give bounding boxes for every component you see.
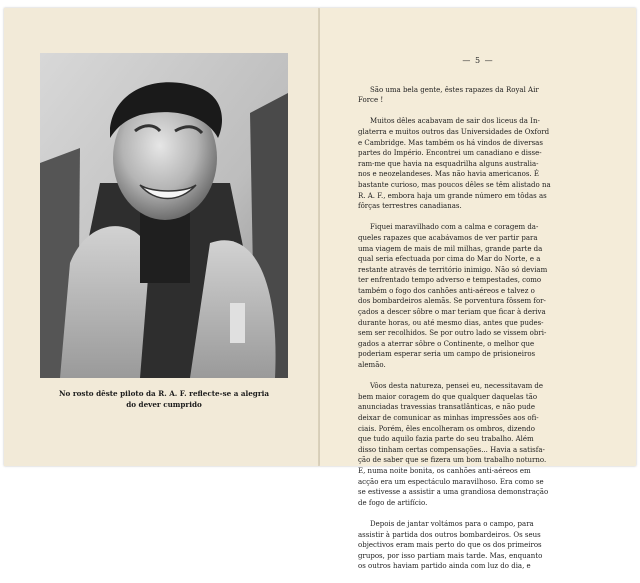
right-page [320, 8, 636, 571]
pilot-photo-image [40, 53, 288, 378]
paragraph: Fiquei maravilhado com a calma e coragem da- queles rapazes que acabávamos de ver partir para uma viagem de mais de mil milhas, grande parte da qual seria efectuada por cima do Mar do Norte, e a restante através de território inimigo. Não só deviam ter enfrentado tempo adverso e tempestades, como também o fogo dos canhões anti-aéreos e talvez o dos bombardeiros alemãs. Se porventura fôssem for- çados a descer sôbre o mar teriam que ficar à deriva durante horas, ou até mesmo dias, antes que pudes- sem ser recolhidos. Se por outro lado se vissem obri- gados a aterrar sôbre o Continente, o melhor que poderiam esperar seria um campo de prisioneiros alemão. [358, 223, 548, 370]
paragraph: São uma bela gente, êstes rapazes da Royal Air Force ! [358, 85, 539, 105]
caption-line-2: do dever cumprido [126, 400, 202, 409]
paragraph: Vôos desta natureza, pensei eu, necessitavam de bem maior coragem do que qualquer daquelas tão anunciadas travessias transatlânticas, e não pude deixar de comunicar as minhas impressões aos ofi- ciais. Porém, êles encolheram os ombros, dizendo que tudo aquilo fazia parte do seu trabalho. Além disso tinham certas compensações... Havia a satisfa- ção de saber que se fizera um bom trabalho noturno. E, numa noite bonita, os canhões anti-aéreos em acção era um espectáculo maravilhoso. Era como se se estivesse a assistir a uma grandiosa demonstração de fogo de artifício. [358, 382, 549, 507]
page-number: — 5 — [462, 56, 494, 65]
paragraph: Muitos dêles acabavam de sair dos liceus da In- glaterra e muitos outros das Universidades de Oxford e Cambridge. Mas também os há vindos de diversas partes do Império. Encontrei um canadiano e disse- ram-me que havia na esquadrilha alguns australia- nos e neozelandeses. Mas não havia americanos. É bastante curioso, mas poucos dêles se têm alistado na R. A. F., embora haja um grande número em tôdas as fôrças terrestres canadianas. [358, 117, 551, 211]
caption-line-1: No rosto dêste piloto da R. A. F. reflecte-se a alegria [58, 389, 270, 398]
paragraph: Depois de jantar voltámos para o campo, para assistir à partida dos outros bombardeiros. Os seus objectivos eram mais perto do que os dos primeiros grupos, por isso partiam mais tarde. Mas, enquanto os outros haviam partido ainda com luz do dia, e [358, 519, 543, 571]
body-text [358, 74, 598, 583]
left-page [4, 8, 320, 466]
photo-caption [44, 388, 284, 410]
pilot-photo [40, 53, 288, 378]
